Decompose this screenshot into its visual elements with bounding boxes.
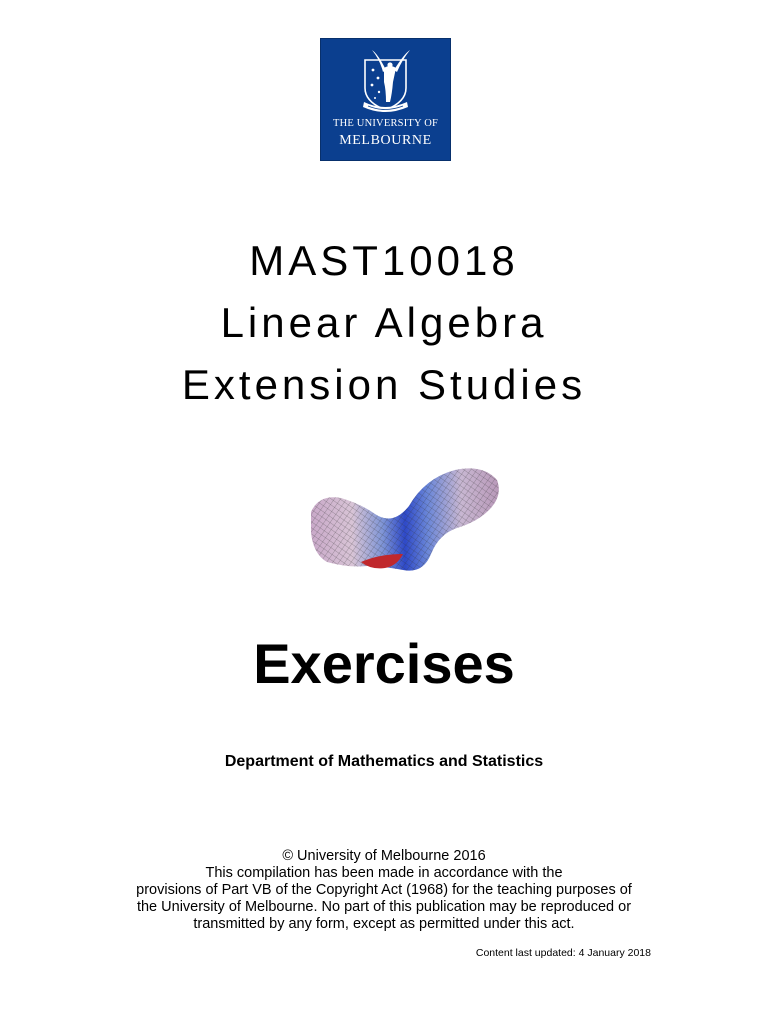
department-name: Department of Mathematics and Statistics: [224, 753, 544, 770]
university-logo: [320, 38, 451, 161]
copyright-line: This compilation has been made in accordance with the: [205, 865, 563, 881]
copyright-notice: [0, 848, 768, 933]
mesh-surface-icon: [305, 462, 505, 582]
copyright-line: provisions of Part VB of the Copyright Act (1968) for the teaching purposes of: [136, 882, 632, 898]
logo-name-line2: MELBOURNE: [339, 133, 432, 148]
logo-name-line1: THE UNIVERSITY OF: [332, 118, 439, 129]
copyright-line: transmitted by any form, except as permitted under this act.: [193, 916, 575, 932]
university-crest-icon: [320, 38, 451, 118]
last-updated: Content last updated: 4 January 2018: [475, 947, 651, 959]
course-title-line1: Linear Algebra: [220, 299, 548, 346]
exercises-heading: Exercises: [253, 632, 515, 695]
course-code: MAST10018: [249, 237, 519, 284]
copyright-line: the University of Melbourne. No part of this publication may be reproduced or: [136, 899, 632, 915]
course-title-line2: Extension Studies: [181, 361, 587, 408]
copyright-line: © University of Melbourne 2016: [282, 848, 486, 864]
